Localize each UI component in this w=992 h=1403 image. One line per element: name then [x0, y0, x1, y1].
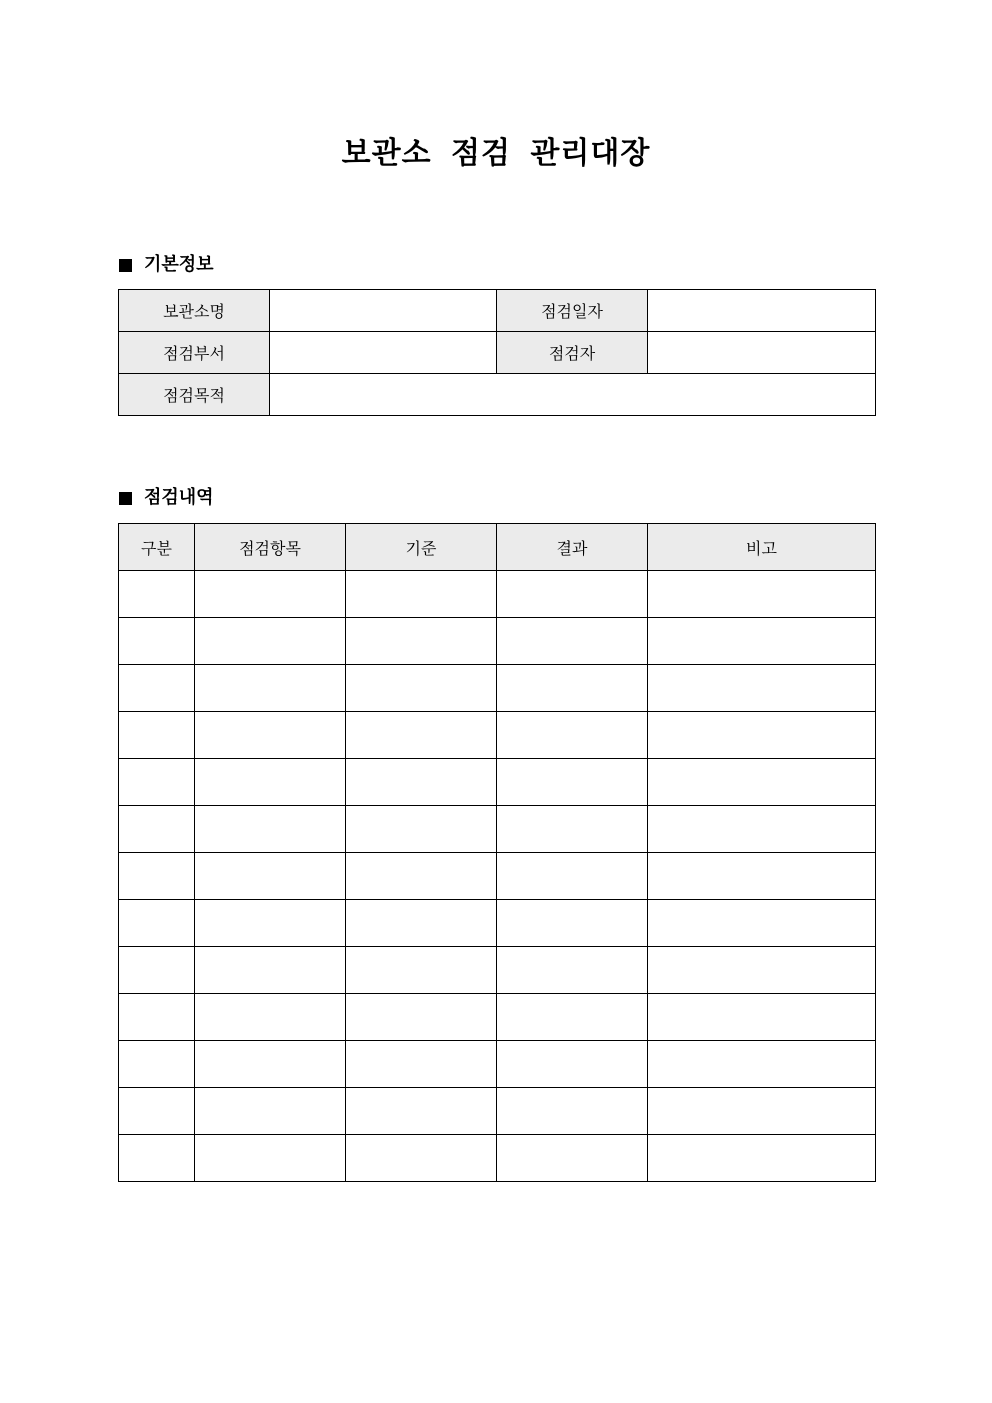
- item-cell[interactable]: [195, 900, 346, 947]
- category-cell[interactable]: [119, 994, 195, 1041]
- table-row: [119, 332, 876, 374]
- column-header-category: 구분: [119, 524, 195, 571]
- table-row: [119, 571, 876, 618]
- standard-cell[interactable]: [346, 1041, 497, 1088]
- standard-cell[interactable]: [346, 947, 497, 994]
- department-field[interactable]: [270, 332, 497, 374]
- item-cell[interactable]: [195, 1041, 346, 1088]
- category-cell[interactable]: [119, 1088, 195, 1135]
- category-cell[interactable]: [119, 759, 195, 806]
- details-heading-text: 점검내역: [144, 487, 214, 508]
- result-cell[interactable]: [497, 571, 648, 618]
- table-row: [119, 759, 876, 806]
- item-cell[interactable]: [195, 806, 346, 853]
- category-cell[interactable]: [119, 806, 195, 853]
- inspection-date-field[interactable]: [648, 290, 876, 332]
- standard-cell[interactable]: [346, 1135, 497, 1182]
- item-cell[interactable]: [195, 1088, 346, 1135]
- table-row: [119, 1041, 876, 1088]
- item-cell[interactable]: [195, 665, 346, 712]
- item-cell[interactable]: [195, 571, 346, 618]
- standard-cell[interactable]: [346, 712, 497, 759]
- result-cell[interactable]: [497, 947, 648, 994]
- remarks-cell[interactable]: [648, 665, 876, 712]
- storage-name-label: 보관소명: [119, 290, 270, 332]
- result-cell[interactable]: [497, 1135, 648, 1182]
- remarks-cell[interactable]: [648, 806, 876, 853]
- item-cell[interactable]: [195, 853, 346, 900]
- remarks-cell[interactable]: [648, 759, 876, 806]
- category-cell[interactable]: [119, 1041, 195, 1088]
- purpose-field[interactable]: [270, 374, 876, 416]
- standard-cell[interactable]: [346, 759, 497, 806]
- department-label: 점검부서: [119, 332, 270, 374]
- column-header-item: 점검항목: [195, 524, 346, 571]
- column-header-remarks: 비고: [648, 524, 876, 571]
- remarks-cell[interactable]: [648, 1041, 876, 1088]
- remarks-cell[interactable]: [648, 1135, 876, 1182]
- table-row: [119, 994, 876, 1041]
- column-header-result: 결과: [497, 524, 648, 571]
- result-cell[interactable]: [497, 1088, 648, 1135]
- storage-name-field[interactable]: [270, 290, 497, 332]
- standard-cell[interactable]: [346, 994, 497, 1041]
- standard-cell[interactable]: [346, 571, 497, 618]
- page-title: 보관소 점검 관리대장: [341, 136, 651, 171]
- item-cell[interactable]: [195, 712, 346, 759]
- table-row: [119, 853, 876, 900]
- remarks-cell[interactable]: [648, 947, 876, 994]
- result-cell[interactable]: [497, 900, 648, 947]
- item-cell[interactable]: [195, 947, 346, 994]
- purpose-label: 점검목적: [119, 374, 270, 416]
- table-row: [119, 1135, 876, 1182]
- result-cell[interactable]: [497, 618, 648, 665]
- standard-cell[interactable]: [346, 853, 497, 900]
- result-cell[interactable]: [497, 994, 648, 1041]
- square-bullet-icon: [119, 259, 132, 272]
- result-cell[interactable]: [497, 1041, 648, 1088]
- remarks-cell[interactable]: [648, 618, 876, 665]
- remarks-cell[interactable]: [648, 571, 876, 618]
- standard-cell[interactable]: [346, 618, 497, 665]
- standard-cell[interactable]: [346, 665, 497, 712]
- remarks-cell[interactable]: [648, 853, 876, 900]
- standard-cell[interactable]: [346, 1088, 497, 1135]
- remarks-cell[interactable]: [648, 994, 876, 1041]
- remarks-cell[interactable]: [648, 900, 876, 947]
- remarks-cell[interactable]: [648, 712, 876, 759]
- category-cell[interactable]: [119, 853, 195, 900]
- table-row: [119, 618, 876, 665]
- result-cell[interactable]: [497, 759, 648, 806]
- item-cell[interactable]: [195, 1135, 346, 1182]
- item-cell[interactable]: [195, 618, 346, 665]
- square-bullet-icon: [119, 492, 132, 505]
- standard-cell[interactable]: [346, 900, 497, 947]
- category-cell[interactable]: [119, 1135, 195, 1182]
- table-row: [119, 374, 876, 416]
- table-row: [119, 712, 876, 759]
- table-row: [119, 665, 876, 712]
- inspector-label: 점검자: [497, 332, 648, 374]
- category-cell[interactable]: [119, 900, 195, 947]
- table-header-row: [119, 524, 876, 571]
- item-cell[interactable]: [195, 994, 346, 1041]
- category-cell[interactable]: [119, 571, 195, 618]
- details-table: [118, 523, 876, 1182]
- column-header-standard: 기준: [346, 524, 497, 571]
- basic-info-table: [118, 289, 876, 416]
- category-cell[interactable]: [119, 618, 195, 665]
- details-heading: [119, 486, 214, 510]
- remarks-cell[interactable]: [648, 1088, 876, 1135]
- standard-cell[interactable]: [346, 806, 497, 853]
- result-cell[interactable]: [497, 712, 648, 759]
- result-cell[interactable]: [497, 665, 648, 712]
- category-cell[interactable]: [119, 947, 195, 994]
- basic-info-heading-text: 기본정보: [144, 254, 214, 275]
- result-cell[interactable]: [497, 853, 648, 900]
- item-cell[interactable]: [195, 759, 346, 806]
- table-row: [119, 947, 876, 994]
- inspector-field[interactable]: [648, 332, 876, 374]
- category-cell[interactable]: [119, 665, 195, 712]
- table-row: [119, 806, 876, 853]
- table-row: [119, 900, 876, 947]
- basic-info-heading: [119, 253, 214, 277]
- table-row: [119, 1088, 876, 1135]
- category-cell[interactable]: [119, 712, 195, 759]
- table-row: [119, 290, 876, 332]
- inspection-date-label: 점검일자: [497, 290, 648, 332]
- result-cell[interactable]: [497, 806, 648, 853]
